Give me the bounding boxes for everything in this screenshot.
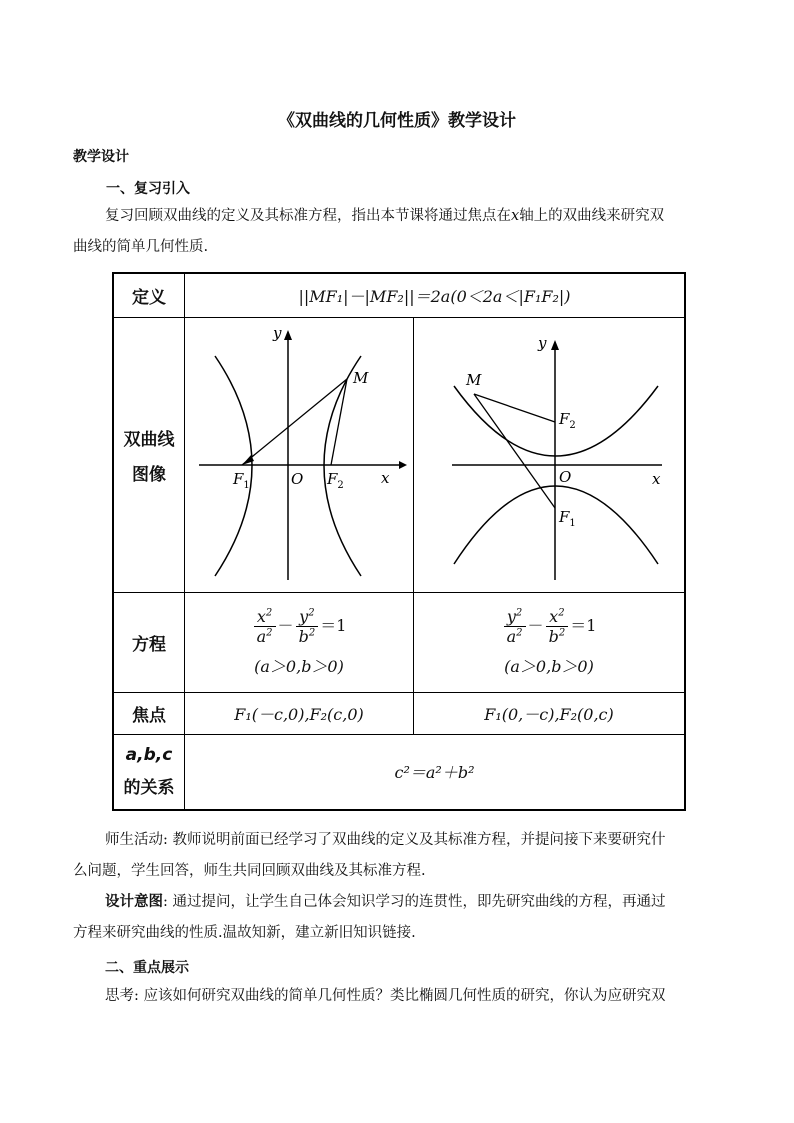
eq-left-frac2: $\frac{y^2}{b^2}$ — [296, 607, 319, 646]
eq-left-d1: a — [256, 627, 267, 646]
review-heading: 一、复习引入 — [106, 181, 190, 197]
intent-line2: 方程来研究曲线的性质.温故知新，建立新旧知识链接. — [73, 925, 416, 941]
activity-line2: 么问题，学生回答，师生共同回顾双曲线及其标准方程. — [73, 863, 426, 879]
label-F1-letter: F — [559, 507, 570, 526]
review-paragraph-line2: 曲线的简单几何性质. — [73, 239, 209, 255]
eq-left-frac1: $\frac{x^2}{a^2}$ — [254, 607, 276, 646]
label-F1-sub: 1 — [569, 517, 576, 529]
lower-branch — [454, 486, 658, 564]
label-y: y — [538, 333, 547, 352]
x-axis-arrow — [399, 461, 407, 469]
graph-label-line2: 图像 — [132, 464, 166, 485]
intent-line1 — [105, 890, 666, 914]
label-F1 — [558, 508, 576, 529]
label-O: O — [291, 469, 304, 488]
label-F1 — [232, 470, 250, 491]
eq-left-d2: b — [298, 627, 309, 646]
equation-left — [185, 592, 414, 692]
relation-label-line2: 的关系 — [123, 778, 175, 799]
focus-heading: 二、重点展示 — [105, 960, 189, 976]
intent-text: : 通过提问，让学生自己体会知识学习的连贯性，即先研究曲线的方程，再通过 — [163, 894, 666, 910]
page-title: 《双曲线的几何性质》教学设计 — [278, 111, 516, 131]
eq-right-rhs: ＝1 — [570, 616, 597, 635]
focus-right: F₁(0,－c),F₂(0,c) — [414, 692, 686, 734]
left-branch — [215, 356, 252, 576]
label-x: x — [381, 468, 390, 487]
focus-line1: 思考: 应该如何研究双曲线的简单几何性质？类比椭圆几何性质的研究，你认为应研究双 — [105, 988, 666, 1004]
label-F2-letter: F — [559, 409, 570, 428]
y-axis-arrow — [551, 340, 559, 350]
eq-left-minus: － — [277, 616, 294, 635]
label-F2-letter: F — [327, 469, 338, 488]
label-F1-letter: F — [233, 469, 244, 488]
label-M: M — [353, 368, 369, 387]
row-focus-label: 焦点 — [113, 692, 185, 734]
eq-right-n2: x — [549, 607, 559, 626]
eq-right-frac2: $\frac{x^2}{b^2}$ — [546, 607, 569, 646]
graph-right-cell — [414, 317, 686, 592]
review-paragraph-line1 — [105, 204, 664, 228]
label-F2 — [558, 410, 576, 431]
right-branch — [324, 356, 361, 576]
upper-branch — [454, 386, 658, 456]
label-O: O — [559, 467, 572, 486]
segment-MF2 — [331, 379, 347, 465]
intent-label: 设计意图 — [105, 893, 163, 910]
eq-right-d1: a — [506, 627, 517, 646]
row-graph-label — [113, 317, 185, 592]
eq-right-d2: b — [548, 627, 559, 646]
label-F1-sub: 1 — [243, 479, 250, 491]
relation-label-line1: a,b,c — [125, 745, 173, 766]
review-var-x: x — [511, 208, 520, 224]
row-definition-label: 定义 — [113, 273, 185, 317]
equation-right — [414, 592, 686, 692]
eq-left-n2: y — [299, 607, 309, 626]
eq-right-n1: y — [506, 607, 516, 626]
label-M: M — [466, 370, 482, 389]
label-F2-sub: 2 — [337, 479, 344, 491]
relation-value: c²＝a²＋b² — [185, 734, 686, 810]
row-definition-value: ||MF₁|－|MF₂||＝2a(0＜2a＜|F₁F₂|) — [185, 273, 686, 317]
eq-left-n1: x — [256, 607, 266, 626]
hyperbola-x-axis-graph — [185, 318, 413, 588]
segment-MF1 — [242, 379, 347, 465]
review-text-a: 复习回顾双曲线的定义及其标准方程，指出本节课将通过焦点在 — [105, 208, 511, 224]
label-F2-sub: 2 — [569, 419, 576, 431]
review-text-b: 轴上的双曲线来研究双 — [519, 208, 665, 224]
eq-right-minus: － — [527, 616, 544, 635]
hyperbola-properties-table — [112, 272, 686, 811]
focus-left: F₁(－c,0),F₂(c,0) — [185, 692, 414, 734]
row-relation-label — [113, 734, 185, 810]
row-equation-label: 方程 — [113, 592, 185, 692]
graph-label-line1: 双曲线 — [123, 429, 175, 450]
hyperbola-y-axis-graph — [414, 318, 684, 588]
y-axis-arrow — [284, 330, 292, 340]
segment-MF1 — [474, 394, 555, 508]
activity-line1: 师生活动: 教师说明前面已经学习了双曲线的定义及其标准方程，并提问接下来要研究什 — [105, 832, 666, 848]
segment-MF2 — [474, 394, 555, 422]
eq-left-rhs: ＝1 — [320, 616, 347, 635]
section-heading: 教学设计 — [73, 149, 129, 165]
eq-right-frac1: $\frac{y^2}{a^2}$ — [504, 607, 526, 646]
eq-left-condition: (a＞0,b＞0) — [254, 657, 344, 676]
graph-left-cell — [185, 317, 414, 592]
label-y: y — [273, 323, 282, 342]
label-F2 — [326, 470, 344, 491]
label-x: x — [652, 469, 661, 488]
eq-right-condition: (a＞0,b＞0) — [504, 657, 594, 676]
